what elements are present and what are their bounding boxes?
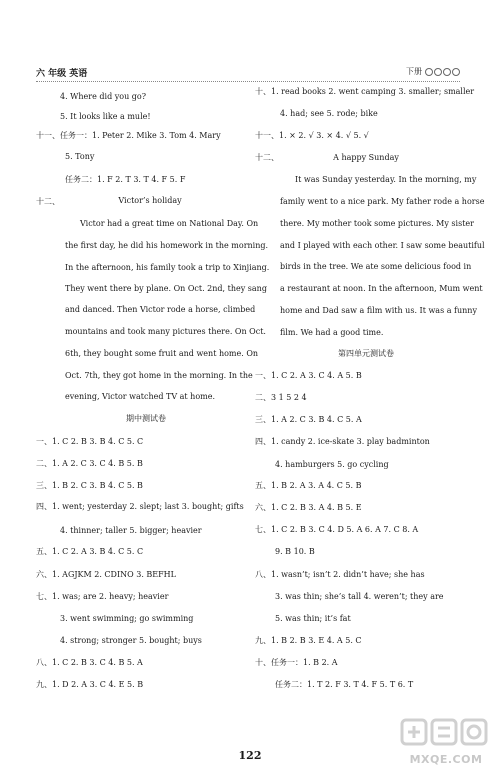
answer-line: 4. thinner; taller 5. bigger; heavier (60, 526, 202, 535)
answer-line: 4. had; see 5. rode; bike (280, 109, 378, 118)
answer-line: 任务二：1. F 2. T 3. T 4. F 5. F (65, 175, 186, 184)
section-title: 期中测试卷 (126, 414, 166, 423)
answer-line: 七、1. C 2. B 3. C 4. D 5. A 6. A 7. C 8. A (255, 525, 419, 534)
answer-line: 一、1. C 2. B 3. B 4. C 5. C (36, 437, 144, 446)
watermark-url: MXQE.COM (409, 753, 483, 766)
essay-line: Oct. 7th, they got home in the morning. In the (65, 371, 253, 380)
answer-line: 4. Where did you go? (60, 92, 146, 101)
essay-line: mountains and took many pictures there. On Oct. (65, 327, 266, 336)
answer-line: 六、1. C 2. B 3. A 4. B 5. E (255, 503, 362, 512)
answer-line: 四、1. went; yesterday 2. slept; last 3. bought; gifts (36, 502, 244, 511)
watermark-logo-icon (400, 716, 492, 750)
essay-line: family went to a nice park. My father rode a horse (280, 197, 485, 206)
header-volume-label: 下册 (406, 67, 422, 76)
answer-line: 任务二：1. T 2. F 3. T 4. F 5. T 6. T (275, 680, 414, 689)
essay-line: there. My mother took some pictures. My sister (280, 219, 474, 228)
answer-line: 十一、1. × 2. √ 3. × 4. √ 5. √ (255, 131, 369, 140)
answer-line: 三、1. B 2. C 3. B 4. C 5. B (36, 481, 143, 490)
answer-line: 4. strong; stronger 5. bought; buys (60, 636, 202, 645)
answer-line: 十、1. read books 2. went camping 3. smaller; smaller (255, 87, 475, 96)
essay-line: They went there by plane. On Oct. 2nd, they sang (65, 284, 267, 293)
answer-line: 四、1. candy 2. ice-skate 3. play badminton (255, 437, 430, 446)
answer-line: 八、1. wasn’t; isn’t 2. didn’t have; she has (255, 570, 425, 579)
essay-line: and I played with each other. I saw some beautiful (280, 241, 485, 250)
answer-line: 七、1. was; are 2. heavy; heavier (36, 592, 169, 601)
answer-line: 5. It looks like a mule! (60, 112, 151, 121)
answer-line: 九、1. D 2. A 3. C 4. E 5. B (36, 680, 144, 689)
essay-line: and danced. Then Victor rode a horse, climbed (65, 305, 256, 314)
answer-line: 九、1. B 2. B 3. E 4. A 5. C (255, 636, 362, 645)
essay-line: a restaurant at noon. In the afternoon, Mum went (280, 284, 483, 293)
answer-line: 三、1. A 2. C 3. B 4. C 5. A (255, 415, 362, 424)
answer-line: 二、3 1 5 2 4 (255, 393, 307, 402)
answer-line: 十、任务一：1. B 2. A (255, 658, 338, 667)
section-title: 第四单元测试卷 (338, 349, 394, 358)
answer-line: 五、1. B 2. A 3. A 4. C 5. B (255, 481, 362, 490)
essay-number: 十二、 (36, 197, 60, 206)
essay-line: the first day, he did his homework in the morning. (65, 241, 269, 250)
answer-line: 3. was thin; she’s tall 4. weren’t; they are (275, 592, 444, 601)
header-grade: 六 年级 英语 (36, 69, 88, 79)
essay-line: home and Dad saw a film with us. It was a funny (280, 306, 477, 315)
answer-line: 五、1. C 2. A 3. B 4. C 5. C (36, 547, 144, 556)
essay-line: It was Sunday yesterday. In the morning, my (295, 175, 477, 184)
essay-line: 6th, they bought some fruit and went home. On (65, 349, 259, 358)
page-header (36, 66, 460, 80)
answer-line: 3. went swimming; go swimming (60, 614, 194, 623)
page-number: 122 (238, 749, 262, 762)
essay-line: evening, Victor watched TV at home. (65, 392, 216, 401)
answer-line: 六、1. AGJKM 2. CDINO 3. BEFHL (36, 570, 176, 579)
essay-number: 十二、 (255, 153, 279, 162)
watermark (400, 716, 492, 766)
answer-line: 十一、任务一：1. Peter 2. Mike 3. Tom 4. Mary (36, 131, 221, 140)
answer-line: 9. B 10. B (275, 547, 315, 556)
essay-line: Victor had a great time on National Day. On (80, 219, 259, 228)
answer-line: 二、1. A 2. C 3. C 4. B 5. B (36, 459, 143, 468)
answer-line: 4. hamburgers 5. go cycling (275, 460, 389, 469)
flower-ornament-icon (425, 68, 460, 76)
header-volume (406, 66, 460, 77)
essay-title: A happy Sunday (333, 153, 399, 162)
answer-line: 一、1. C 2. A 3. C 4. A 5. B (255, 371, 362, 380)
header-divider (36, 81, 460, 82)
answer-line: 5. was thin; it’s fat (275, 614, 351, 623)
answer-line: 八、1. C 2. B 3. C 4. B 5. A (36, 658, 143, 667)
essay-line: In the afternoon, his family took a trip to Xinjiang. (65, 263, 270, 272)
essay-line: film. We had a good time. (280, 328, 384, 337)
essay-title: Victor’s holiday (118, 196, 182, 205)
answer-line: 5. Tony (65, 152, 95, 161)
essay-line: birds in the tree. We ate some delicious food in (280, 262, 472, 271)
